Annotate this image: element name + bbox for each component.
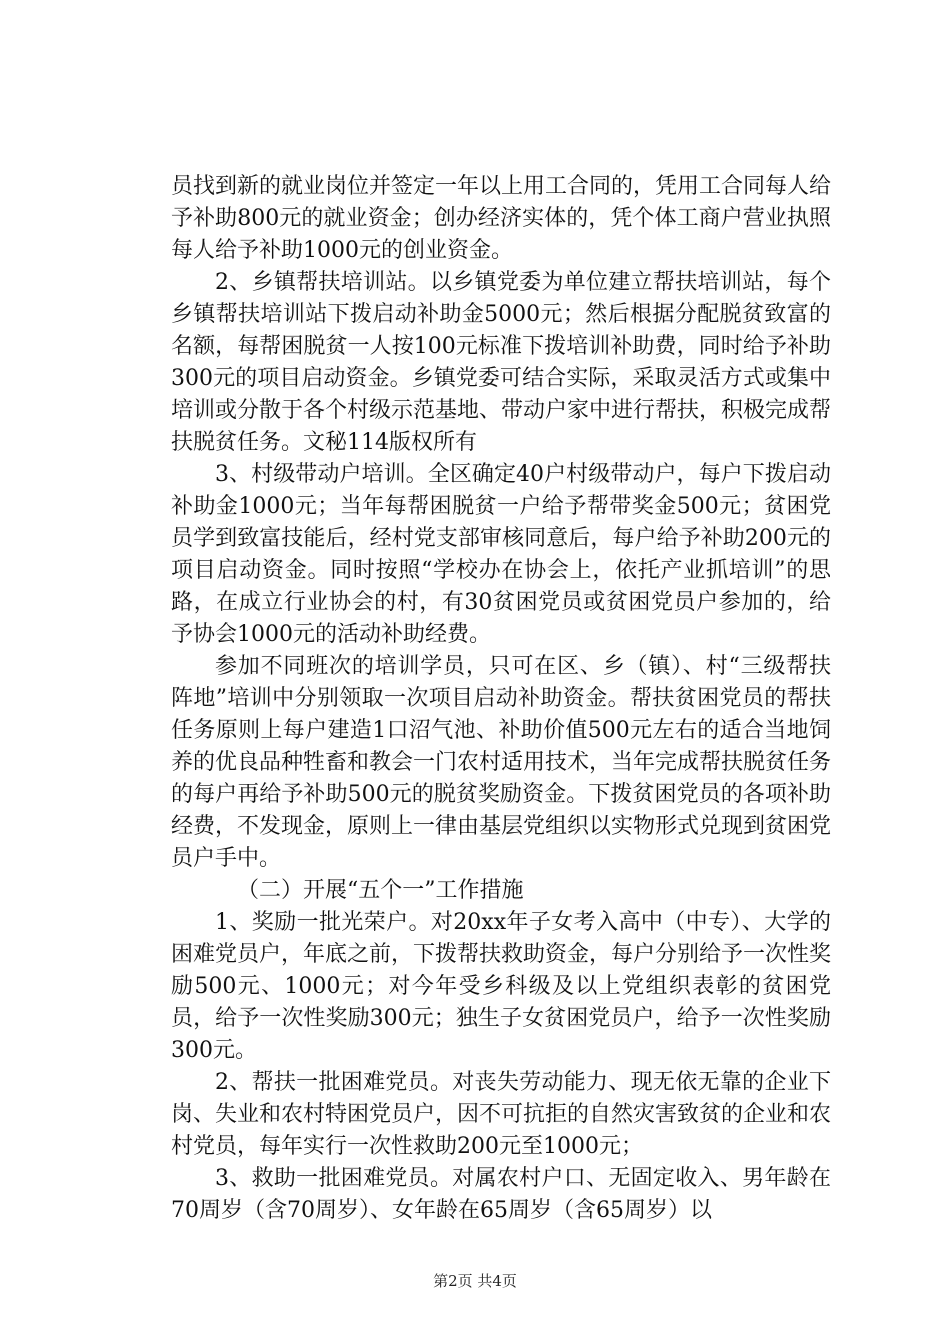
- page-footer: 第2页 共4页: [433, 1272, 517, 1290]
- paragraph-reward-households: 1、奖励一批光荣户。对20xx年子女考入高中（中专）、大学的困难党员户，年底之前，下拨帮扶救助资金，每户分别给予一次性奖励500元、1000元；对今年受乡科级及以上党组织表彰的贫困党员，给予一次性奖励300元；独生子女贫困党员户，给予一次性奖励300元。: [171, 910, 832, 1063]
- paragraph-village-training: 3、村级带动户培训。全区确定40户村级带动户，每户下拨启动补助金1000元；当年每帮困脱贫一户给予帮带奖金500元；贫困党员学到致富技能后，经村党支部审核同意后，每户给予补助200元的项目启动资金。同时按照“学校办在协会上，依托产业抓培训”的思路，在成立行业协会的村，有30贫困党员或贫困党员户参加的，给予协会1000元的活动补助经费。: [171, 462, 831, 647]
- paragraph-continuation: 员找到新的就业岗位并签定一年以上用工合同的，凭用工合同每人给予补助800元的就业资金；创办经济实体的，凭个体工商户营业执照每人给予补助1000元的创业资金。: [171, 174, 832, 263]
- paragraph-assist-members: 2、帮扶一批困难党员。对丧失劳动能力、现无依无靠的企业下岗、失业和农村特困党员户，因不可抗拒的自然灾害致贫的企业和农村党员，每年实行一次性救助200元至1000元；: [171, 1070, 832, 1159]
- paragraph-township-training: 2、乡镇帮扶培训站。以乡镇党委为单位建立帮扶培训站，每个乡镇帮扶培训站下拨启动补助金5000元；然后根据分配脱贫致富的名额，每帮困脱贫一人按100元标准下拨培训补助费，同时给予补助300元的项目启动资金。乡镇党委可结合实际，采取灵活方式或集中培训或分散于各个村级示范基地、带动户家中进行帮扶，积极完成帮扶脱贫任务。文秘114版权所有: [171, 270, 832, 455]
- section-heading: （二）开展“五个一”工作措施: [237, 878, 524, 903]
- paragraph-training-rules: 参加不同班次的培训学员，只可在区、乡（镇）、村“三级帮扶阵地”培训中分别领取一次项目启动补助资金。帮扶贫困党员的帮扶任务原则上每户建造1口沼气池、补助价值500元左右的适合当地饲养的优良品种牲畜和教会一门农村适用技术，当年完成帮扶脱贫任务的每户再给予补助500元的脱贫奖励资金。下拨贫困党员的各项补助经费，不发现金，原则上一律由基层党组织以实物形式兑现到贫困党员户手中。: [171, 654, 832, 871]
- document-body: [171, 171, 831, 1227]
- paragraph-relief-members: 3、救助一批困难党员。对属农村户口、无固定收入、男年龄在70周岁（含70周岁）、女年龄在65周岁（含65周岁）以: [171, 1166, 831, 1223]
